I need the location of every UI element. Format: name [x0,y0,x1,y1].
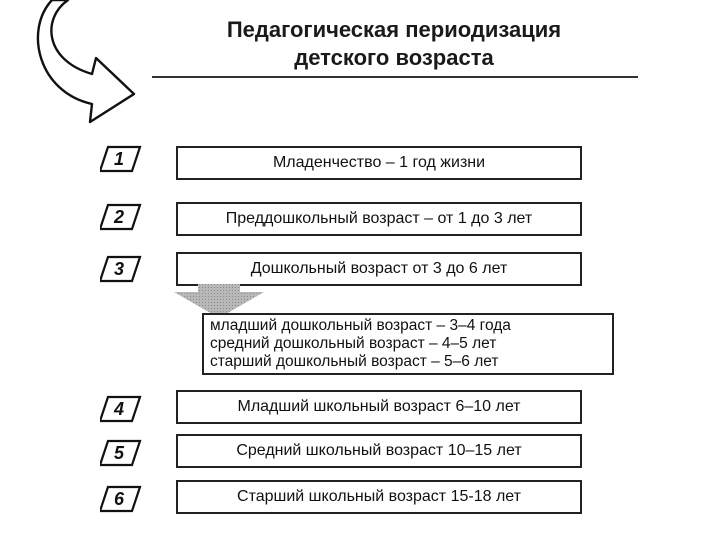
title-line-2: детского возраста [294,45,494,70]
stage-box-2 [176,202,582,236]
title-divider [152,76,638,78]
stage-box-1 [176,146,582,180]
stage-number: 3 [113,258,124,279]
stage-label: Старший школьный возраст 15-18 лет [237,488,521,505]
stage-label: Средний школьный возраст 10–15 лет [236,442,522,459]
stage-box-5 [176,434,582,468]
stage-number: 4 [113,398,124,419]
stage-number: 2 [113,206,124,227]
stage-number: 5 [113,442,124,463]
curved-arrow-icon [30,0,140,130]
stage-label: Преддошкольный возраст – от 1 до 3 лет [225,210,533,227]
stage-number: 1 [113,148,124,169]
stage-number-badge-6 [100,484,142,514]
stage-box-6 [176,480,582,514]
subperiod-item: средний дошкольный возраст – 4–5 лет [210,335,497,352]
page-title [150,16,638,72]
stage-number-badge-5 [100,438,142,468]
stage-number-badge-1 [100,144,142,174]
stage-number-badge-2 [100,202,142,232]
stage-box-4 [176,390,582,424]
stage-label: Младший школьный возраст 6–10 лет [237,398,521,415]
title-line-1: Педагогическая периодизация [226,17,562,42]
subperiod-item: младший дошкольный возраст – 3–4 года [210,317,511,334]
stage-label: Дошкольный возраст от 3 до 6 лет [250,260,508,277]
subperiod-item: старший дошкольный возраст – 5–6 лет [210,353,499,370]
stage-number: 6 [113,488,124,509]
stage-number-badge-3 [100,254,142,284]
stage-number-badge-4 [100,394,142,424]
stage-label: Младенчество – 1 год жизни [272,154,486,171]
stage-box-3 [176,252,582,286]
preschool-subperiods-box [202,313,614,375]
